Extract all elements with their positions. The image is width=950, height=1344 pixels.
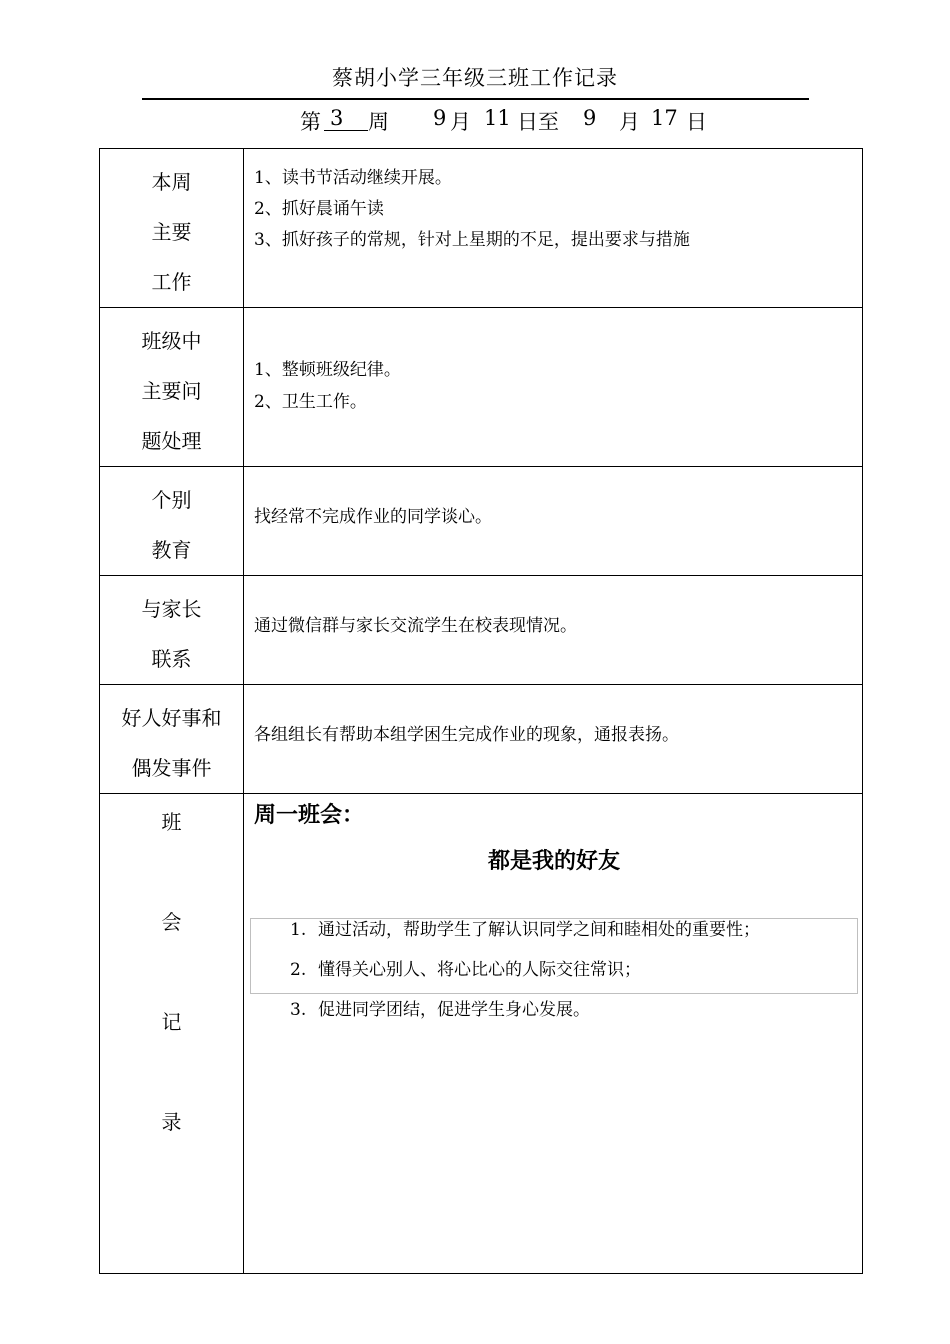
label-line: 班级中 bbox=[141, 329, 202, 353]
label-line: 偶发事件 bbox=[131, 756, 212, 780]
row-label-class-meeting bbox=[100, 794, 244, 1274]
day-label: 日 bbox=[686, 110, 707, 134]
day-to-label: 日至 bbox=[517, 110, 559, 134]
label-line: 好人好事和 bbox=[121, 706, 222, 730]
list-item: 2、卫生工作。 bbox=[254, 392, 367, 412]
class-meeting-record bbox=[244, 794, 862, 1272]
row-content-individual-education bbox=[244, 467, 863, 576]
row-content-class-meeting bbox=[244, 794, 863, 1274]
list-item: 3、抓好孩子的常规，针对上星期的不足，提出要求与措施 bbox=[254, 230, 690, 250]
week-prefix: 第 bbox=[300, 110, 321, 134]
row-content-class-issues bbox=[244, 308, 863, 467]
row-content-weekly-work bbox=[244, 149, 863, 308]
row-label-good-deeds bbox=[100, 685, 244, 794]
label-line: 录 bbox=[161, 1110, 182, 1134]
end-day: 17 bbox=[651, 106, 678, 130]
meeting-heading: 周一班会： bbox=[254, 803, 365, 828]
week-date-line bbox=[0, 106, 950, 136]
goal-number: 1. bbox=[290, 920, 307, 940]
label-line: 题处理 bbox=[141, 429, 202, 453]
week-suffix: 周 bbox=[368, 110, 389, 134]
label-line: 会 bbox=[161, 910, 182, 934]
label-line: 联系 bbox=[151, 647, 192, 671]
table-row bbox=[100, 685, 863, 794]
list-item bbox=[290, 1000, 760, 1040]
row-label-parent-contact bbox=[100, 576, 244, 685]
label-line: 工作 bbox=[151, 270, 192, 294]
table-row bbox=[100, 308, 863, 467]
list-item: 通过微信群与家长交流学生在校表现情况。 bbox=[254, 616, 577, 636]
list-item: 1、整顿班级纪律。 bbox=[254, 360, 401, 380]
start-month: 9 bbox=[433, 106, 447, 130]
list-item: 1、读书节活动继续开展。 bbox=[254, 168, 452, 188]
row-label-individual-education bbox=[100, 467, 244, 576]
table-row bbox=[100, 149, 863, 308]
goal-number: 2. bbox=[290, 960, 307, 980]
title-underline bbox=[142, 98, 809, 100]
meeting-theme: 都是我的好友 bbox=[487, 849, 620, 874]
goal-number: 3. bbox=[290, 1000, 307, 1020]
row-content-good-deeds bbox=[244, 685, 863, 794]
label-line: 班 bbox=[161, 810, 182, 834]
label-line: 主要问 bbox=[141, 379, 202, 403]
label-line: 个别 bbox=[151, 488, 192, 512]
list-item bbox=[290, 920, 760, 960]
table-row bbox=[100, 467, 863, 576]
label-line: 主要 bbox=[151, 220, 192, 244]
list-item: 各组组长有帮助本组学困生完成作业的现象，通报表扬。 bbox=[254, 724, 679, 745]
document-title: 蔡胡小学三年级三班工作记录 bbox=[332, 66, 618, 90]
row-label-weekly-work bbox=[100, 149, 244, 308]
list-item: 2、抓好晨诵午读 bbox=[254, 199, 384, 219]
end-month: 9 bbox=[583, 106, 597, 130]
goal-text: 懂得关心别人、将心比心的人际交往常识； bbox=[318, 960, 641, 980]
work-record-table bbox=[99, 148, 863, 1274]
table-row bbox=[100, 794, 863, 1274]
week-number: 3 bbox=[324, 106, 368, 131]
meeting-goals-list bbox=[290, 920, 760, 1040]
month-label-2: 月 bbox=[619, 110, 640, 134]
list-item bbox=[290, 960, 760, 1000]
goal-text: 促进同学团结，促进学生身心发展。 bbox=[318, 1000, 590, 1020]
label-line: 记 bbox=[161, 1010, 182, 1034]
row-content-parent-contact bbox=[244, 576, 863, 685]
list-item: 找经常不完成作业的同学谈心。 bbox=[254, 506, 492, 527]
label-line: 本周 bbox=[151, 170, 192, 194]
goal-text: 通过活动，帮助学生了解认识同学之间和睦相处的重要性； bbox=[318, 920, 760, 940]
start-day: 11 bbox=[484, 106, 511, 130]
month-label-1: 月 bbox=[450, 110, 471, 134]
row-label-class-issues bbox=[100, 308, 244, 467]
table-row bbox=[100, 576, 863, 685]
label-line: 教育 bbox=[151, 538, 192, 562]
label-line: 与家长 bbox=[141, 597, 202, 621]
